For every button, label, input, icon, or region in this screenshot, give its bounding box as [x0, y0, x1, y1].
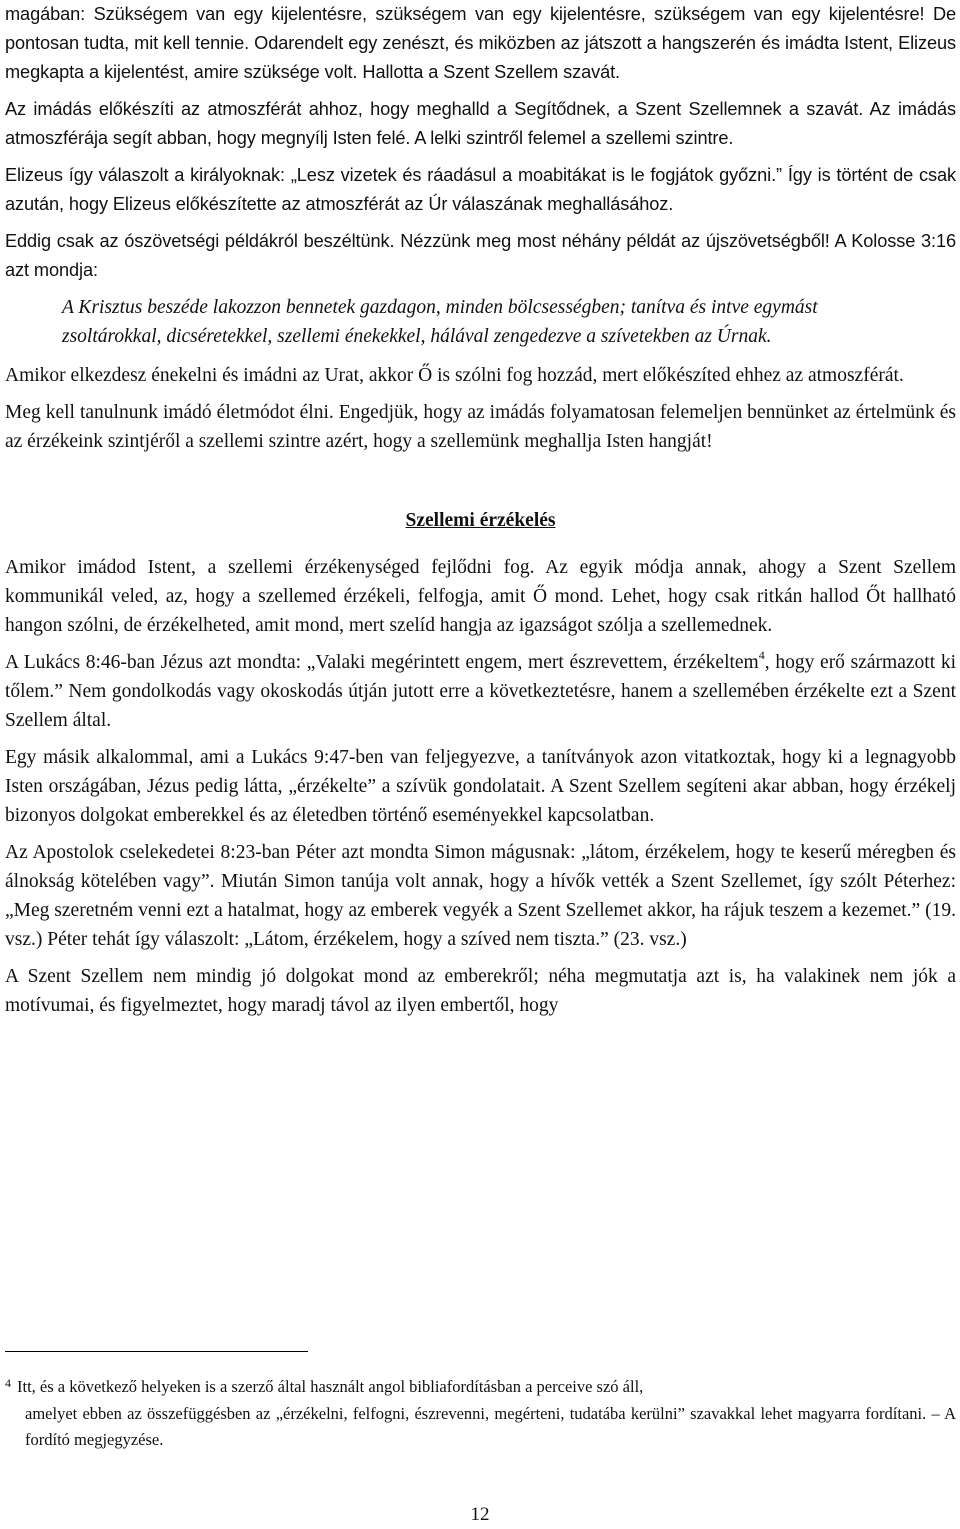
paragraph: Amikor elkezdesz énekelni és imádni az Urat, akkor Ő is szólni fog hozzád, mert előkészíted ehhez az atmoszférát.: [5, 365, 904, 386]
paragraph: A Szent Szellem nem mindig jó dolgokat mond az emberekről; néha megmutatja azt is, ha valakinek nem jók a motívumai, és figyelmeztet, hogy maradj távol az ilyen embertől, hogy: [5, 966, 956, 1016]
paragraph: Meg kell tanulnunk imádó életmódot élni. Engedjük, hogy az imádás folyamatosan felemeljen bennünket az értelmünk és az érzékeink szintjéről a szellemi szintre azért, hogy a szellemünk meghallja Isten hangját!: [5, 402, 956, 452]
paragraph: magában: Szükségem van egy kijelentésre, szükségem van egy kijelentésre, szükségem van egy kijelentésre! De pontosan tudta, mit kell tennie. Odarendelt egy zenészt, és miközben az játszott a hangszerén és imádta Istent, Elizeus megkapta a kijelentést, amire szüksége volt. Hallotta a Szent Szellem szavát.: [5, 4, 956, 82]
footnote: [5, 1374, 956, 1453]
paragraph: Eddig csak az ószövetségi példákról beszéltünk. Nézzünk meg most néhány példát az újszövetségből! A Kolosse 3:16 azt mondja:: [5, 231, 956, 280]
footnote-number: 4: [5, 1376, 11, 1390]
footnote-reference[interactable]: 4: [758, 647, 765, 662]
footnote-divider: [5, 1351, 308, 1352]
section-heading: Szellemi érzékelés: [405, 510, 556, 531]
paragraph: Amikor imádod Istent, a szellemi érzékenységed fejlődni fog. Az egyik módja annak, ahogy a Szent Szellem kommunikál veled, az, hogy a szellemed érzékeli, felfogja, amit Ő mond. Lehet, hogy csak ritkán hallod Őt hallható hangon szólni, de érzékelheted, amit mond, mert szelíd hangja az igazságot szólja a szellemednek.: [5, 557, 956, 636]
paragraph-text: A Lukács 8:46-ban Jézus azt mondta: „Valaki megérintett engem, mert észrevettem, érzékeltem: [5, 652, 759, 673]
bible-quote: A Krisztus beszéde lakozzon bennetek gazdagon, minden bölcsességben; tanítva és intve egymást zsoltárokkal, dicséretekkel, szellemi énekekkel, hálával zengedezve a szívetekben az Úrnak.: [62, 297, 818, 347]
paragraph: Az imádás előkészíti az atmoszférát ahhoz, hogy meghalld a Segítődnek, a Szent Szellemnek a szavát. Az imádás atmoszférája segít abban, hogy megnyílj Isten felé. A lelki szintről felemel a szellemi szintre.: [5, 99, 956, 148]
paragraph: Elizeus így válaszolt a királyoknak: „Lesz vizetek és ráadásul a moabitákat is le fogjátok győzni.” Így is történt de csak azután, hogy Elizeus előkészítette az atmoszférát az Úr válaszának meghallásához.: [5, 165, 956, 214]
page-number: 12: [470, 1504, 490, 1525]
paragraph: [5, 648, 956, 735]
paragraph-text: , hogy erő származott ki tőlem.” Nem gondolkodás vagy okoskodás útján jutott erre a következtetésre, hanem a szellemében érzékelte ezt a Szent Szellem által.: [5, 652, 956, 731]
paragraph: Egy másik alkalommal, ami a Lukács 9:47-ben van feljegyezve, a tanítványok azon vitatkoztak, hogy ki a legnagyobb Isten országában, Jézus pedig látta, „érzékelte” a szívük gondolatait. A Szent Szellem segíteni akar abban, hogy érzékelj bizonyos dolgokat emberekkel és az életedben történő eseményekkel kapcsolatban.: [5, 747, 956, 826]
footnote-text: Itt, és a következő helyeken is a szerző által használt angol bibliafordításban a perceive szó áll,: [17, 1377, 644, 1396]
paragraph: Az Apostolok cselekedetei 8:23-ban Péter azt mondta Simon mágusnak: „látom, érzékelem, hogy te keserű méregben és álnokság kötelében vagy”. Miután Simon tanúja volt annak, hogy a hívők vették a Szent Szellemet, így szólt Péterhez: „Meg szeretném venni ezt a hatalmat, hogy az emberek vegyék a Szent Szellemet akkor, ha rájuk teszem a kezemet.” (19. vsz.) Péter tehát így válaszolt: „Látom, érzékelem, hogy a szíved nem tiszta.” (23. vsz.): [5, 842, 956, 950]
footnote-text: amelyet ebben az összefüggésben az „érzékelni, felfogni, észrevenni, megérteni, tudatába kerülni” szavakkal lehet magyarra fordítani. ‒ A fordító megjegyzése.: [25, 1404, 956, 1449]
document-page: [5, 0, 956, 1028]
